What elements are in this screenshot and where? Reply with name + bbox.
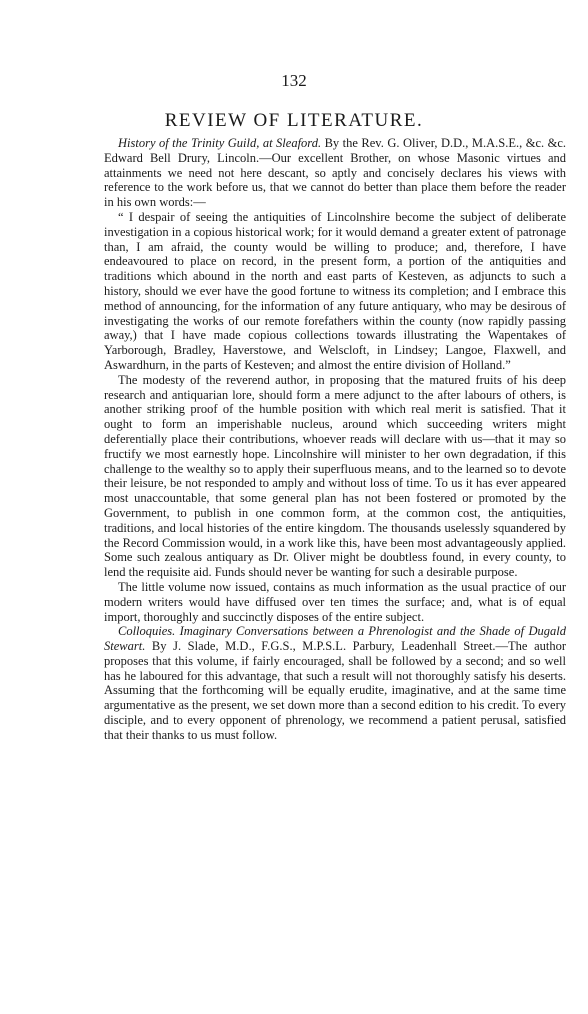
review-text: By the Rev. G. Oliver, D.D., M.A.S.E., &c. &c. Edward Bell Drury, Lincoln.—Our excellent Brother, on whose Masonic virtues and attainments we need not here descant, so aptly and concisely declares his views with reference to the work before us, that we cannot do better than place them before the reader in his own words:— [104, 136, 567, 210]
review-text: By J. Slade, M.D., F.G.S., M.P.S.L. Parbury, Leadenhall Street.—The author proposes that this volume, if fairly encouraged, shall be followed by a second; and so well has he laboured for this advantage, that such a result will not thoroughly satisfy his deserts. Assuming that the forthcoming will be equally erudite, imaginative, and at the same time argumentative as the present, we set down more than a second edition to his credit. To every disciple, and to every opponent of phrenology, we recommend a patient perusal, satisfied that their thanks to us must follow. [104, 639, 567, 742]
section-heading: REVIEW OF LITERATURE. [164, 110, 424, 131]
review-title: History of the Trinity Guild, at Sleaford. [118, 136, 322, 150]
paragraph: The little volume now issued, contains as much information as the usual practice of our modern writers would have diffused over ten times the surface; and, what is of equal import, thoroughly and succinctly disposes of the entire subject. [104, 579, 566, 624]
review-colloquies [104, 624, 566, 742]
paragraph: The modesty of the reverend author, in proposing that the matured fruits of his deep research and antiquarian lore, should form a mere adjunct to the after labours of others, is another striking proof of the humble position with which real merit is satisfied. That it ought to form an imperishable nucleus, around which succeeding writers might deferentially place their contributions, whoever reads will declare with us—that it may so fructify we most earnestly hope. Lincolnshire will minister to her own degradation, if this challenge to the wealthy so to apply their superfluous means, and to the learned so to devote their leisure, be not responded to amply and without loss of time. To us it has ever appeared most unaccountable, that some general plan has not been fostered or promoted by the Government, to publish in one common form, at the common cost, the antiquities, traditions, and local histories of the entire kingdom. The thousands uselessly squandered by the Record Commission would, in a work like this, have been most advantageously applied. Some such zealous antiquary as Dr. Oliver might be doubtless found, in every county, to lend the requisite aid. Funds should never be wanting for such a desirable purpose. [104, 372, 566, 580]
page-number: 132 [281, 71, 307, 90]
block-quote: “ I despair of seeing the antiquities of Lincolnshire become the subject of deliberate investigation in a copious historical work; for it would demand a greater extent of patronage than, I am afraid, the county would be willing to produce; and, therefore, I have endeavoured to place on record, in the present form, a portion of the antiquities and traditions which abound in the north and east parts of Kesteven, as adjuncts to such a history, should we ever have the good fortune to witness its completion; and I embrace this method of announcing, for the information of any future antiquary, who may be desirous of investigating the works of our remote forefathers within the county (now rapidly passing away,) that I have made copious collections towards illustrating the Wapentakes of Yarborough, Bradley, Haverstowe, and Welscloft, in Lindsey; Langoe, Flaxwell, and Aswardhurn, in the parts of Kesteven; and almost the entire division of Holland.” [104, 209, 566, 372]
review-title: Colloquies. Imaginary Conversations between a Phrenologist and the Shade of Dugald Stewart. [104, 624, 566, 654]
article-body [104, 136, 566, 743]
review-history-trinity-guild [104, 136, 566, 210]
